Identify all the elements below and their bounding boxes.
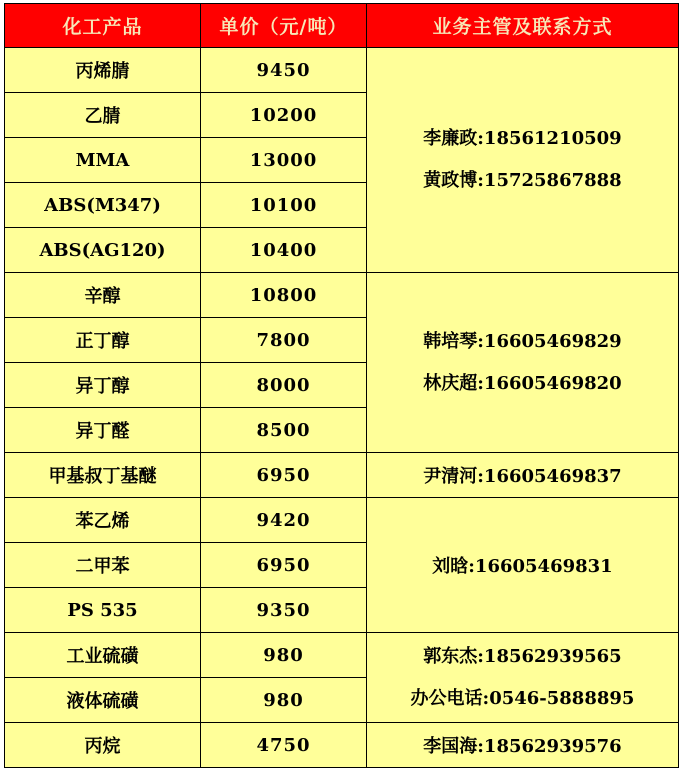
product-cell: PS 535 (5, 588, 201, 633)
contact-line: 李廉政:18561210509 (423, 128, 622, 149)
product-cell: 苯乙烯 (5, 498, 201, 543)
price-cell: 6950 (201, 543, 367, 588)
price-cell: 10400 (201, 228, 367, 273)
header-contact: 业务主管及联系方式 (367, 4, 679, 48)
table-row (5, 48, 679, 93)
product-cell: 甲基叔丁基醚 (5, 453, 201, 498)
product-cell: 异丁醛 (5, 408, 201, 453)
table-row (5, 453, 679, 498)
table-row (5, 723, 679, 768)
price-cell: 980 (201, 633, 367, 678)
product-cell: 丙烯腈 (5, 48, 201, 93)
table-row (5, 633, 679, 678)
table-row (5, 498, 679, 543)
price-cell: 10800 (201, 273, 367, 318)
header-product: 化工产品 (5, 4, 201, 48)
contact-cell: 刘晗:16605469831 (367, 498, 679, 633)
product-cell: 工业硫磺 (5, 633, 201, 678)
price-cell: 13000 (201, 138, 367, 183)
product-cell: ABS(AG120) (5, 228, 201, 273)
contact-cell: 尹清河:16605469837 (367, 453, 679, 498)
contact-line: 郭东杰:18562939565 (423, 645, 622, 667)
header-price: 单价（元/吨） (201, 4, 367, 48)
product-cell: 液体硫磺 (5, 678, 201, 723)
product-cell: ABS(M347) (5, 183, 201, 228)
product-cell: MMA (5, 138, 201, 183)
price-cell: 6950 (201, 453, 367, 498)
price-cell: 8500 (201, 408, 367, 453)
product-cell: 丙烷 (5, 723, 201, 768)
table-row (5, 273, 679, 318)
price-cell: 10200 (201, 93, 367, 138)
contact-line: 林庆超:16605469820 (423, 372, 622, 394)
contact-line: 办公电话:0546-5888895 (410, 687, 635, 709)
product-cell: 乙腈 (5, 93, 201, 138)
contact-line: 韩培琴:16605469829 (423, 330, 622, 352)
price-cell: 7800 (201, 318, 367, 363)
price-cell: 8000 (201, 363, 367, 408)
price-cell: 980 (201, 678, 367, 723)
contact-cell: 李国海:18562939576 (367, 723, 679, 768)
contact-cell (367, 633, 679, 723)
price-cell: 10100 (201, 183, 367, 228)
price-table (4, 3, 679, 768)
table-body (5, 48, 679, 768)
table-header (5, 4, 679, 48)
contact-cell (367, 273, 679, 453)
price-cell: 9420 (201, 498, 367, 543)
contact-line: 黄政博:15725867888 (423, 170, 622, 191)
product-cell: 二甲苯 (5, 543, 201, 588)
product-cell: 辛醇 (5, 273, 201, 318)
price-cell: 4750 (201, 723, 367, 768)
price-cell: 9450 (201, 48, 367, 93)
product-cell: 正丁醇 (5, 318, 201, 363)
header-row (5, 4, 679, 48)
product-cell: 异丁醇 (5, 363, 201, 408)
price-cell: 9350 (201, 588, 367, 633)
contact-cell (367, 48, 679, 273)
